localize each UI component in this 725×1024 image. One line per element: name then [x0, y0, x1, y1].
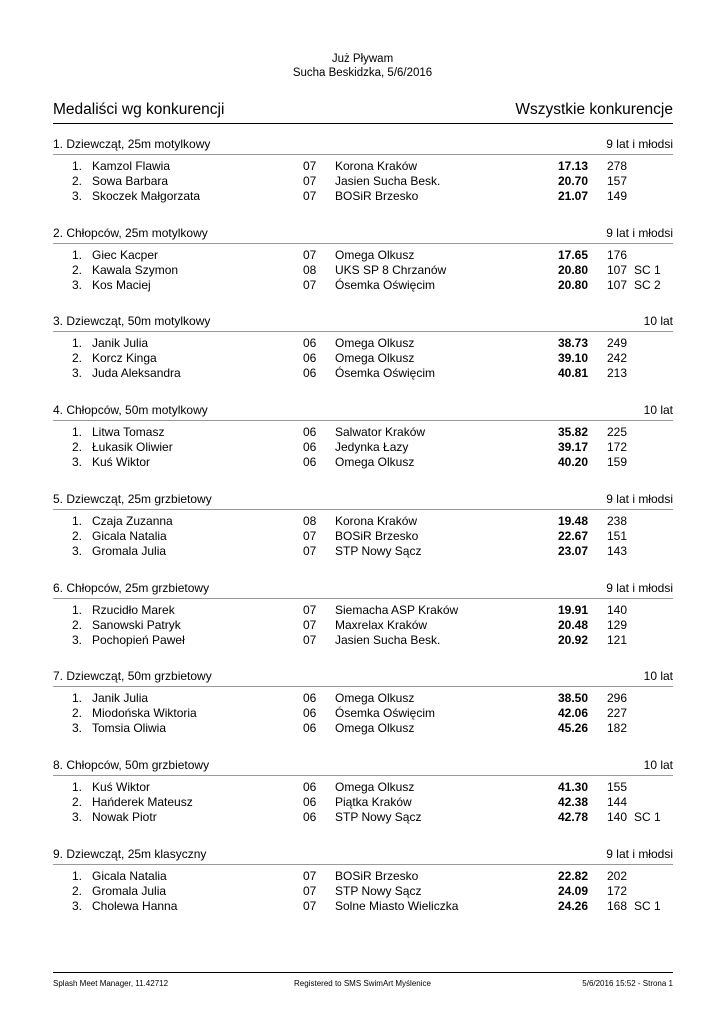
- result-place: 3.: [71, 810, 82, 824]
- event-name: 9. Dziewcząt, 25m klasyczny: [53, 847, 207, 861]
- result-row: [53, 618, 673, 633]
- event-age-group: 9 lat i młodsi: [606, 492, 673, 506]
- result-row: [53, 159, 673, 174]
- result-name: Kamzol Flawia: [92, 159, 171, 173]
- result-place: 3.: [71, 455, 82, 469]
- event-name: 4. Chłopców, 50m motylkowy: [53, 403, 208, 417]
- result-place: 1.: [71, 691, 82, 705]
- event-age-group: 9 lat i młodsi: [606, 847, 673, 861]
- event-age-group: 10 lat: [643, 314, 673, 328]
- result-place: 1.: [71, 514, 82, 528]
- result-note: SC 1: [634, 263, 661, 277]
- result-place: 1.: [71, 248, 82, 262]
- result-row: [53, 336, 673, 351]
- result-points: 140: [607, 810, 628, 824]
- result-time: 40.20: [557, 455, 588, 469]
- event-age-group: 9 lat i młodsi: [606, 137, 673, 151]
- result-year: 08: [303, 514, 317, 528]
- result-club: BOSiR Brzesko: [335, 869, 419, 883]
- result-place: 1.: [71, 869, 82, 883]
- result-points: 121: [607, 633, 628, 647]
- result-club: Omega Olkusz: [335, 336, 415, 350]
- result-points: 238: [607, 514, 628, 528]
- result-time: 38.73: [557, 336, 588, 350]
- result-place: 3.: [71, 721, 82, 735]
- result-time: 19.91: [557, 603, 588, 617]
- result-year: 07: [303, 544, 317, 558]
- event-age-group: 9 lat i młodsi: [606, 581, 673, 595]
- result-name: Sowa Barbara: [92, 174, 169, 188]
- result-points: 213: [607, 366, 628, 380]
- result-name: Juda Aleksandra: [92, 366, 181, 380]
- result-club: STP Nowy Sącz: [335, 884, 422, 898]
- event-divider: [53, 420, 673, 421]
- result-year: 07: [303, 603, 317, 617]
- result-year: 07: [303, 529, 317, 543]
- result-year: 07: [303, 248, 317, 262]
- event-block: [53, 847, 673, 931]
- result-year: 06: [303, 691, 317, 705]
- result-club: Omega Olkusz: [335, 780, 415, 794]
- result-club: Ósemka Oświęcim: [335, 278, 436, 292]
- event-divider: [53, 598, 673, 599]
- footer-rule: [53, 972, 673, 973]
- result-name: Pochopień Paweł: [92, 633, 185, 647]
- result-row: [53, 440, 673, 455]
- result-row: [53, 189, 673, 204]
- result-points: 176: [607, 248, 628, 262]
- result-place: 1.: [71, 603, 82, 617]
- result-time: 22.67: [557, 529, 588, 543]
- result-name: Skoczek Małgorzata: [92, 189, 201, 203]
- event-name: 1. Dziewcząt, 25m motylkowy: [53, 137, 211, 151]
- result-name: Korcz Kinga: [92, 351, 157, 365]
- event-block: [53, 314, 673, 398]
- result-club: Korona Kraków: [335, 159, 418, 173]
- result-points: 107: [607, 263, 628, 277]
- event-block: [53, 137, 673, 221]
- result-time: 24.09: [557, 884, 588, 898]
- result-time: 20.80: [557, 263, 588, 277]
- result-name: Sanowski Patryk: [92, 618, 181, 632]
- event-block: [53, 492, 673, 576]
- result-row: [53, 633, 673, 648]
- result-name: Gicala Natalia: [92, 529, 167, 543]
- result-row: [53, 351, 673, 366]
- result-place: 2.: [71, 618, 82, 632]
- result-row: [53, 795, 673, 810]
- result-row: [53, 248, 673, 263]
- result-time: 38.50: [557, 691, 588, 705]
- result-year: 06: [303, 351, 317, 365]
- result-year: 06: [303, 795, 317, 809]
- event-name: 3. Dziewcząt, 50m motylkowy: [53, 314, 211, 328]
- event-divider: [53, 686, 673, 687]
- result-row: [53, 603, 673, 618]
- result-row: [53, 425, 673, 440]
- event-divider: [53, 864, 673, 865]
- footer-timestamp-page: 5/6/2016 15:52 - Strona 1: [582, 979, 673, 988]
- result-club: STP Nowy Sącz: [335, 810, 422, 824]
- report-scope: Wszystkie konkurencje: [515, 101, 673, 118]
- result-time: 20.80: [557, 278, 588, 292]
- result-year: 06: [303, 721, 317, 735]
- result-time: 41.30: [557, 780, 588, 794]
- meet-title: Już Pływam: [331, 53, 394, 65]
- result-time: 39.17: [557, 440, 588, 454]
- result-year: 07: [303, 278, 317, 292]
- event-name: 7. Dziewcząt, 50m grzbietowy: [53, 669, 212, 683]
- result-row: [53, 884, 673, 899]
- result-time: 17.13: [557, 159, 588, 173]
- event-divider: [53, 243, 673, 244]
- result-club: Solne Miasto Wieliczka: [335, 899, 459, 913]
- result-time: 35.82: [557, 425, 588, 439]
- result-points: 172: [607, 884, 628, 898]
- event-block: [53, 669, 673, 753]
- event-block: [53, 581, 673, 665]
- result-time: 20.92: [557, 633, 588, 647]
- result-name: Łukasik Oliwier: [92, 440, 173, 454]
- result-row: [53, 544, 673, 559]
- result-club: Jasien Sucha Besk.: [335, 633, 441, 647]
- report-title: Medaliści wg konkurencji: [53, 101, 225, 118]
- result-name: Cholewa Hanna: [92, 899, 178, 913]
- result-year: 06: [303, 706, 317, 720]
- result-year: 06: [303, 455, 317, 469]
- result-year: 07: [303, 884, 317, 898]
- result-name: Nowak Piotr: [92, 810, 157, 824]
- result-points: 172: [607, 440, 628, 454]
- result-year: 07: [303, 899, 317, 913]
- result-place: 2.: [71, 529, 82, 543]
- event-divider: [53, 509, 673, 510]
- result-row: [53, 455, 673, 470]
- title-rule: [53, 123, 673, 124]
- result-place: 1.: [71, 425, 82, 439]
- result-time: 19.48: [557, 514, 588, 528]
- event-age-group: 10 lat: [643, 669, 673, 683]
- result-name: Gicala Natalia: [92, 869, 167, 883]
- result-points: 227: [607, 706, 628, 720]
- result-place: 1.: [71, 780, 82, 794]
- result-year: 06: [303, 810, 317, 824]
- result-points: 242: [607, 351, 628, 365]
- result-year: 07: [303, 189, 317, 203]
- result-time: 17.65: [557, 248, 588, 262]
- result-club: Jedynka Łazy: [335, 440, 409, 454]
- result-points: 149: [607, 189, 628, 203]
- event-name: 6. Chłopców, 25m grzbietowy: [53, 581, 210, 595]
- result-place: 2.: [71, 351, 82, 365]
- result-club: BOSiR Brzesko: [335, 529, 419, 543]
- result-place: 2.: [71, 174, 82, 188]
- result-row: [53, 706, 673, 721]
- event-divider: [53, 154, 673, 155]
- result-club: Piątka Kraków: [335, 795, 412, 809]
- result-club: Omega Olkusz: [335, 691, 415, 705]
- event-divider: [53, 775, 673, 776]
- result-club: Maxrelax Kraków: [335, 618, 428, 632]
- result-points: 140: [607, 603, 628, 617]
- result-club: UKS SP 8 Chrzanów: [335, 263, 447, 277]
- result-time: 20.48: [557, 618, 588, 632]
- result-name: Gromala Julia: [92, 884, 167, 898]
- result-place: 2.: [71, 795, 82, 809]
- result-note: SC 1: [634, 899, 661, 913]
- result-place: 3.: [71, 366, 82, 380]
- result-row: [53, 514, 673, 529]
- result-year: 07: [303, 618, 317, 632]
- result-row: [53, 174, 673, 189]
- result-year: 07: [303, 633, 317, 647]
- result-name: Litwa Tomasz: [92, 425, 165, 439]
- result-year: 08: [303, 263, 317, 277]
- result-name: Gromala Julia: [92, 544, 167, 558]
- result-points: 296: [607, 691, 628, 705]
- result-club: Omega Olkusz: [335, 721, 415, 735]
- result-note: SC 1: [634, 810, 661, 824]
- result-name: Miodońska Wiktoria: [92, 706, 197, 720]
- result-name: Janik Julia: [92, 336, 149, 350]
- result-points: 129: [607, 618, 628, 632]
- event-age-group: 9 lat i młodsi: [606, 226, 673, 240]
- result-name: Tomsia Oliwia: [92, 721, 167, 735]
- result-row: [53, 780, 673, 795]
- event-divider: [53, 331, 673, 332]
- event-block: [53, 758, 673, 842]
- result-club: BOSiR Brzesko: [335, 189, 419, 203]
- result-time: 21.07: [557, 189, 588, 203]
- result-place: 2.: [71, 440, 82, 454]
- result-year: 07: [303, 159, 317, 173]
- result-name: Rzucidło Marek: [92, 603, 175, 617]
- result-place: 3.: [71, 189, 82, 203]
- result-place: 3.: [71, 899, 82, 913]
- result-time: 42.06: [557, 706, 588, 720]
- event-block: [53, 226, 673, 310]
- result-place: 3.: [71, 278, 82, 292]
- result-club: Korona Kraków: [335, 514, 418, 528]
- result-club: Omega Olkusz: [335, 351, 415, 365]
- result-points: 249: [607, 336, 628, 350]
- event-name: 8. Chłopców, 50m grzbietowy: [53, 758, 210, 772]
- result-club: Siemacha ASP Kraków: [335, 603, 459, 617]
- result-time: 23.07: [557, 544, 588, 558]
- result-time: 20.70: [557, 174, 588, 188]
- result-row: [53, 899, 673, 914]
- result-points: 202: [607, 869, 628, 883]
- result-time: 45.26: [557, 721, 588, 735]
- result-place: 2.: [71, 884, 82, 898]
- result-points: 278: [607, 159, 628, 173]
- result-row: [53, 529, 673, 544]
- result-row: [53, 721, 673, 736]
- result-year: 07: [303, 869, 317, 883]
- result-place: 2.: [71, 263, 82, 277]
- result-points: 144: [607, 795, 628, 809]
- result-points: 182: [607, 721, 628, 735]
- result-row: [53, 366, 673, 381]
- result-points: 157: [607, 174, 628, 188]
- result-name: Janik Julia: [92, 691, 149, 705]
- result-time: 42.38: [557, 795, 588, 809]
- result-time: 22.82: [557, 869, 588, 883]
- result-time: 40.81: [557, 366, 588, 380]
- result-points: 151: [607, 529, 628, 543]
- result-name: Kuś Wiktor: [92, 455, 151, 469]
- result-year: 07: [303, 174, 317, 188]
- result-place: 1.: [71, 336, 82, 350]
- result-row: [53, 869, 673, 884]
- result-club: Ósemka Oświęcim: [335, 706, 436, 720]
- result-points: 159: [607, 455, 628, 469]
- result-name: Giec Kacper: [92, 248, 159, 262]
- result-points: 168: [607, 899, 628, 913]
- result-time: 24.26: [557, 899, 588, 913]
- result-time: 42.78: [557, 810, 588, 824]
- result-note: SC 2: [634, 278, 661, 292]
- result-club: Salwator Kraków: [335, 425, 426, 439]
- result-year: 06: [303, 780, 317, 794]
- result-year: 06: [303, 336, 317, 350]
- result-row: [53, 691, 673, 706]
- event-age-group: 10 lat: [643, 758, 673, 772]
- result-row: [53, 278, 673, 293]
- event-name: 5. Dziewcząt, 25m grzbietowy: [53, 492, 212, 506]
- result-name: Kuś Wiktor: [92, 780, 151, 794]
- result-name: Czaja Zuzanna: [92, 514, 173, 528]
- result-year: 06: [303, 425, 317, 439]
- event-age-group: 10 lat: [643, 403, 673, 417]
- result-time: 39.10: [557, 351, 588, 365]
- result-club: STP Nowy Sącz: [335, 544, 422, 558]
- result-year: 06: [303, 440, 317, 454]
- result-club: Omega Olkusz: [335, 455, 415, 469]
- result-name: Kos Maciej: [92, 278, 151, 292]
- result-club: Ósemka Oświęcim: [335, 366, 436, 380]
- result-place: 2.: [71, 706, 82, 720]
- result-name: Kawala Szymon: [92, 263, 179, 277]
- result-club: Omega Olkusz: [335, 248, 415, 262]
- event-name: 2. Chłopców, 25m motylkowy: [53, 226, 208, 240]
- result-points: 225: [607, 425, 628, 439]
- result-points: 143: [607, 544, 628, 558]
- result-place: 3.: [71, 544, 82, 558]
- result-row: [53, 810, 673, 825]
- result-points: 155: [607, 780, 628, 794]
- result-row: [53, 263, 673, 278]
- meet-location-date: Sucha Beskidzka, 5/6/2016: [292, 67, 433, 79]
- result-place: 3.: [71, 633, 82, 647]
- footer-registration: Registered to SMS SwimArt Myślenice: [294, 979, 431, 988]
- result-year: 06: [303, 366, 317, 380]
- result-name: Hańderek Mateusz: [92, 795, 193, 809]
- result-points: 107: [607, 278, 628, 292]
- footer-software: Splash Meet Manager, 11.42712: [53, 979, 169, 988]
- result-club: Jasien Sucha Besk.: [335, 174, 441, 188]
- result-place: 1.: [71, 159, 82, 173]
- event-block: [53, 403, 673, 487]
